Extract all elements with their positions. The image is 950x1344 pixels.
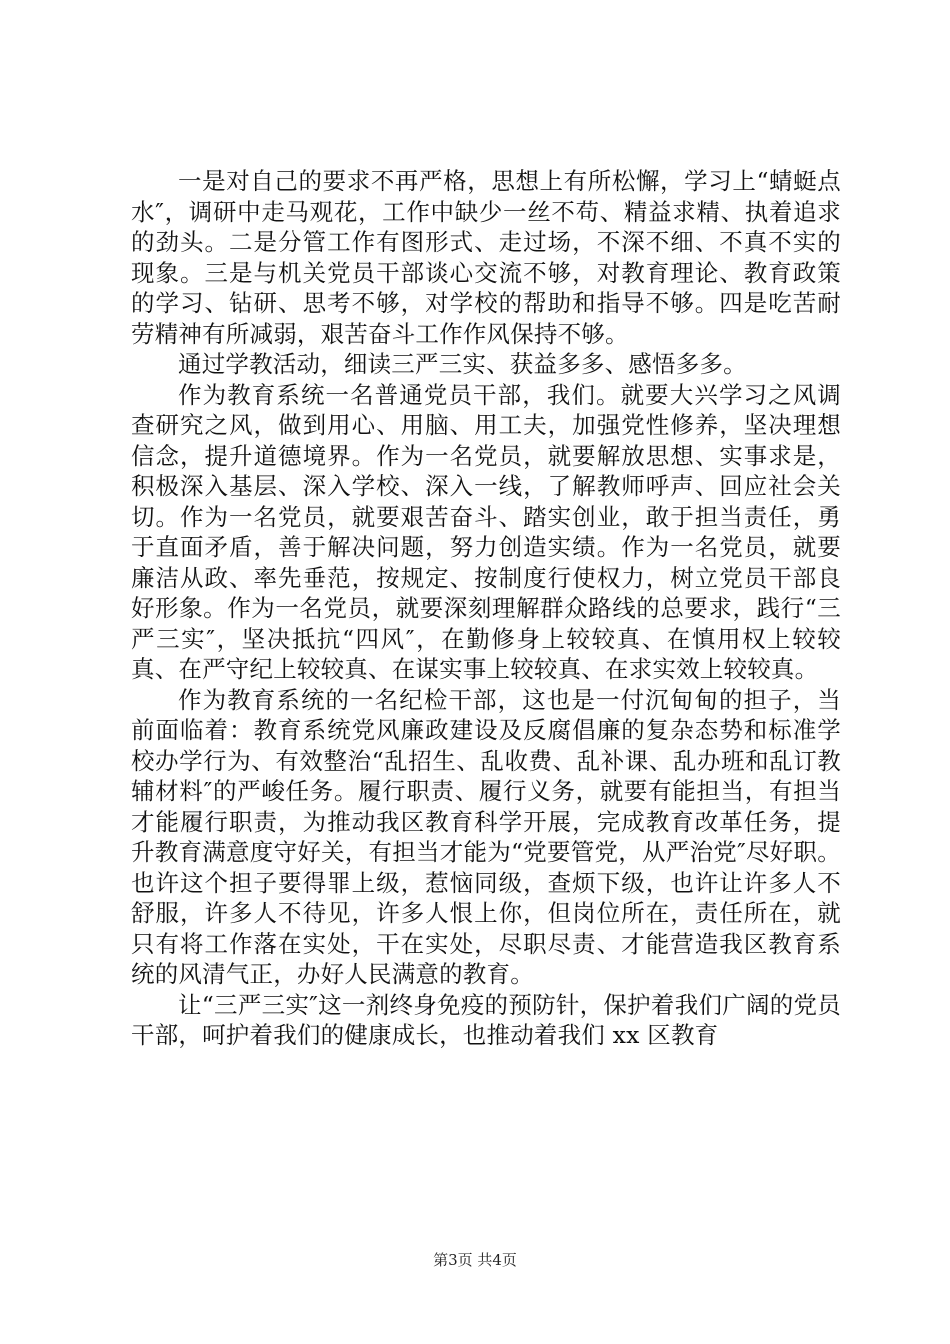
paragraph: 一是对自己的要求不再严格，思想上有所松懈，学习上“蜻蜓点水″，调研中走马观花，工作中缺少一丝不苟、精益求精、执着追求的劲头。二是分管工作有图形式、走过场，不深不细、不真不实的现象。三是与机关党员干部谈心交流不够，对教育理论、教育政策的学习、钻研、思考不够，对学校的帮助和指导不够。四是吃苦耐劳精神有所减弱，艰苦奋斗工作作风保持不够。 bbox=[131, 167, 841, 348]
paragraph: 作为教育系统的一名纪检干部，这也是一付沉甸甸的担子，当前面临着：教育系统党风廉政建设及反腐倡廉的复杂态势和标准学校办学行为、有效整治“乱招生、乱收费、乱补课、乱办班和乱订教辅材料″的严峻任务。履行职责、履行义务，就要有能担当，有担当才能履行职责，为推动我区教育科学开展，完成教育改革任务，提升教育满意度守好关，有担当才能为“党要管党，从严治党″尽好职。也许这个担子要得罪上级，惹恼同级，查烦下级，也许让许多人不舒服，许多人不待见，许多人恨上你，但岗位所在，责任所在，就只有将工作落在实处，干在实处，尽职尽责、才能营造我区教育系统的风清气正，办好人民满意的教育。 bbox=[131, 685, 841, 988]
paragraph: 让“三严三实″这一剂终身免疫的预防针，保护着我们广阔的党员干部，呵护着我们的健康成长，也推动着我们 xx 区教育 bbox=[131, 990, 841, 1049]
paragraph: 通过学教活动，细读三严三实、获益多多、感悟多多。 bbox=[178, 350, 747, 378]
paragraph: 作为教育系统一名普通党员干部，我们。就要大兴学习之风调查研究之风，做到用心、用脑、用工夫，加强党性修养，坚决理想信念，提升道德境界。作为一名党员，就要解放思想、实事求是，积极深入基层、深入学校、深入一线，了解教师呼声、回应社会关切。作为一名党员，就要艰苦奋斗、踏实创业，敢于担当责任，勇于直面矛盾，善于解决问题，努力创造实绩。作为一名党员，就要廉洁从政、率先垂范，按规定、按制度行使权力，树立党员干部良好形象。作为一名党员，就要深刻理解群众路线的总要求，践行“三严三实″，坚决抵抗“四风″，在勤修身上较较真、在慎用权上较较真、在严守纪上较较真、在谋实事上较较真、在求实效上较较真。 bbox=[131, 380, 841, 683]
page-number-footer: 第3页 共4页 bbox=[433, 1251, 517, 1269]
document-body bbox=[131, 166, 841, 1051]
